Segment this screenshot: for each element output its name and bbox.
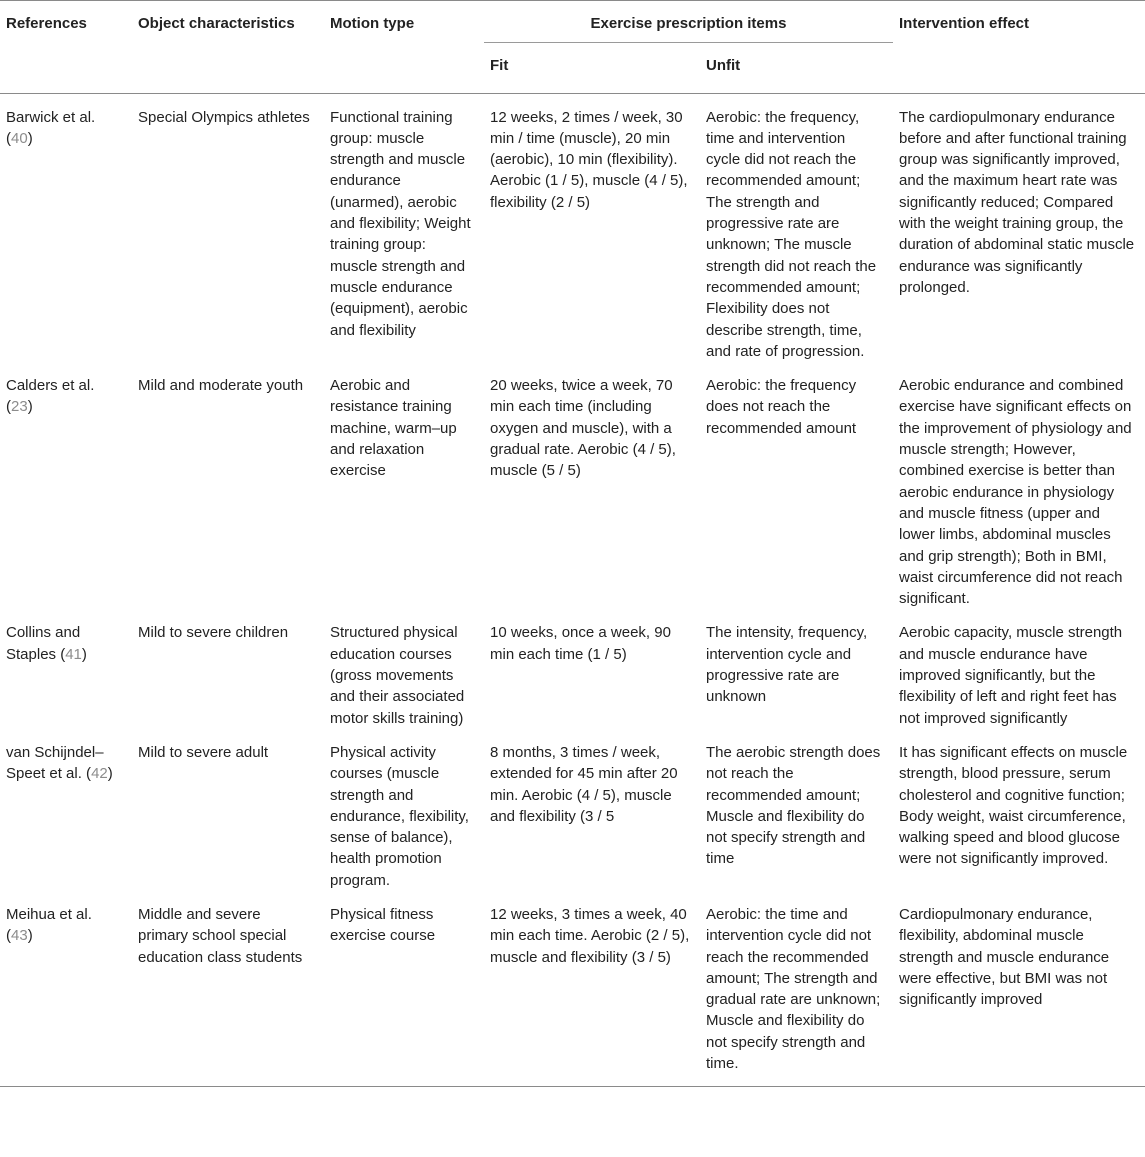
cell-motion: Aerobic and resistance training machine, warm–up and relaxation exercise xyxy=(330,377,457,480)
cell-motion: Physical fitness exercise course xyxy=(330,905,436,945)
table-body xyxy=(0,93,1145,1087)
cell-object: Special Olympics athletes xyxy=(138,108,310,126)
cell-reference: Calders et al. (23) xyxy=(6,377,95,416)
table-row xyxy=(0,362,1145,609)
header-motion-type: Motion type xyxy=(330,15,415,32)
cell-motion: Physical activity courses (muscle strength and endurance, flexibility, sense of balance), health promotion program. xyxy=(330,743,469,889)
reference-name: Meihua et al. xyxy=(6,905,92,923)
reference-link[interactable]: 40 xyxy=(11,129,28,147)
header-group-label: Exercise prescription items xyxy=(484,13,893,43)
reference-link[interactable]: 43 xyxy=(11,927,28,945)
cell-object: Mild and moderate youth xyxy=(138,377,304,395)
cell-fit: 10 weeks, once a week, 90 min each time (1 / 5) xyxy=(490,624,671,663)
cell-effect: Cardiopulmonary endurance, flexibility, abdominal muscle strength and muscle endurance were effective, but BMI was not significantly improved xyxy=(899,905,1110,1009)
reference-name: Barwick et al. xyxy=(6,108,96,126)
cell-effect: Aerobic capacity, muscle strength and muscle endurance have improved significantly, but the flexibility of left and right feet has not improved significantly xyxy=(899,624,1123,727)
cell-effect: Aerobic endurance and combined exercise have significant effects on the improvement of physiology and muscle strength; However, combined exercise is better than aerobic endurance in physiology and muscle fitness (upper and lower limbs, abdominal muscles and grip strength); Both in BMI, waist circumference did not reach significant. xyxy=(899,377,1132,608)
cell-effect: The cardiopulmonary endurance before and after functional training group was significantly improved, and the maximum heart rate was significantly reduced; Compared with the weight training group, the duration of abdominal static muscle endurance was significantly prolonged. xyxy=(899,108,1135,296)
cell-unfit: Aerobic: the frequency does not reach the recommended amount xyxy=(706,377,857,437)
reference-link[interactable]: 42 xyxy=(91,765,108,783)
cell-unfit: The aerobic strength does not reach the recommended amount; Muscle and flexibility do not specify strength and time xyxy=(706,743,881,868)
table-row xyxy=(0,93,1145,362)
cell-reference: Meihua et al. (43) xyxy=(6,905,92,945)
header-unfit: Unfit xyxy=(706,57,741,75)
reference-name: Calders et al. xyxy=(6,377,95,395)
cell-motion: Functional training group: muscle strength and muscle endurance (unarmed), aerobic and flexibility; Weight training group: muscle strength and muscle endurance (equipment), aerobic and flexibility xyxy=(330,108,471,339)
header-fit: Fit xyxy=(490,57,509,75)
header-references: References xyxy=(6,15,87,32)
table-row xyxy=(0,891,1145,1087)
cell-fit: 20 weeks, twice a week, 70 min each time (including oxygen and muscle), with a gradual rate. Aerobic (4 / 5), muscle (5 / 5) xyxy=(490,377,676,480)
header-object-characteristics: Object characteristics xyxy=(138,15,295,32)
cell-reference: Collins and Staples (41) xyxy=(6,624,87,663)
cell-unfit: Aerobic: the frequency, time and intervention cycle did not reach the recommended amount; The strength and progressive rate are unknown; The muscle strength did not reach the recommended amount; Flexibility does not describe strength, time, and rate of progression. xyxy=(706,108,877,360)
header-exercise-prescription-items xyxy=(484,1,893,52)
cell-object: Mild to severe adult xyxy=(138,743,269,761)
header-intervention-effect: Intervention effect xyxy=(899,15,1030,32)
cell-reference: Barwick et al. (40) xyxy=(6,108,96,147)
table-row xyxy=(0,729,1145,891)
cell-object: Middle and severe primary school special education class students xyxy=(138,905,303,966)
reference-name: van Schijndel–Speet et al. xyxy=(6,743,104,783)
reference-name: Collins and Staples xyxy=(6,624,81,663)
cell-fit: 8 months, 3 times / week, extended for 45 min after 20 min. Aerobic (4 / 5), muscle and flexibility (3 / 5 xyxy=(490,743,678,825)
cell-unfit: The intensity, frequency, intervention cycle and progressive rate are unknown xyxy=(706,624,868,706)
cell-effect: It has significant effects on muscle strength, blood pressure, serum cholesterol and cognitive function; Body weight, waist circumference, walking speed and blood glucose were not significantly improved. xyxy=(899,743,1128,868)
cell-motion: Structured physical education courses (gross movements and their associated motor skills training) xyxy=(330,624,465,727)
cell-reference: van Schijndel–Speet et al. (42) xyxy=(6,743,113,783)
reference-link[interactable]: 23 xyxy=(11,398,28,416)
cell-unfit: Aerobic: the time and intervention cycle did not reach the recommended amount; The strength and gradual rate are unknown; Muscle and flexibility do not specify strength and time. xyxy=(706,905,881,1073)
table-header xyxy=(0,1,1145,94)
table-row xyxy=(0,609,1145,728)
cell-fit: 12 weeks, 3 times a week, 40 min each time. Aerobic (2 / 5), muscle and flexibility (3 / 5) xyxy=(490,905,690,966)
cell-fit: 12 weeks, 2 times / week, 30 min / time (muscle), 20 min (aerobic), 10 min (flexibility). Aerobic (1 / 5), muscle (4 / 5), flexibility (2 / 5) xyxy=(490,108,688,211)
cell-object: Mild to severe children xyxy=(138,624,289,642)
reference-link[interactable]: 41 xyxy=(65,645,82,663)
